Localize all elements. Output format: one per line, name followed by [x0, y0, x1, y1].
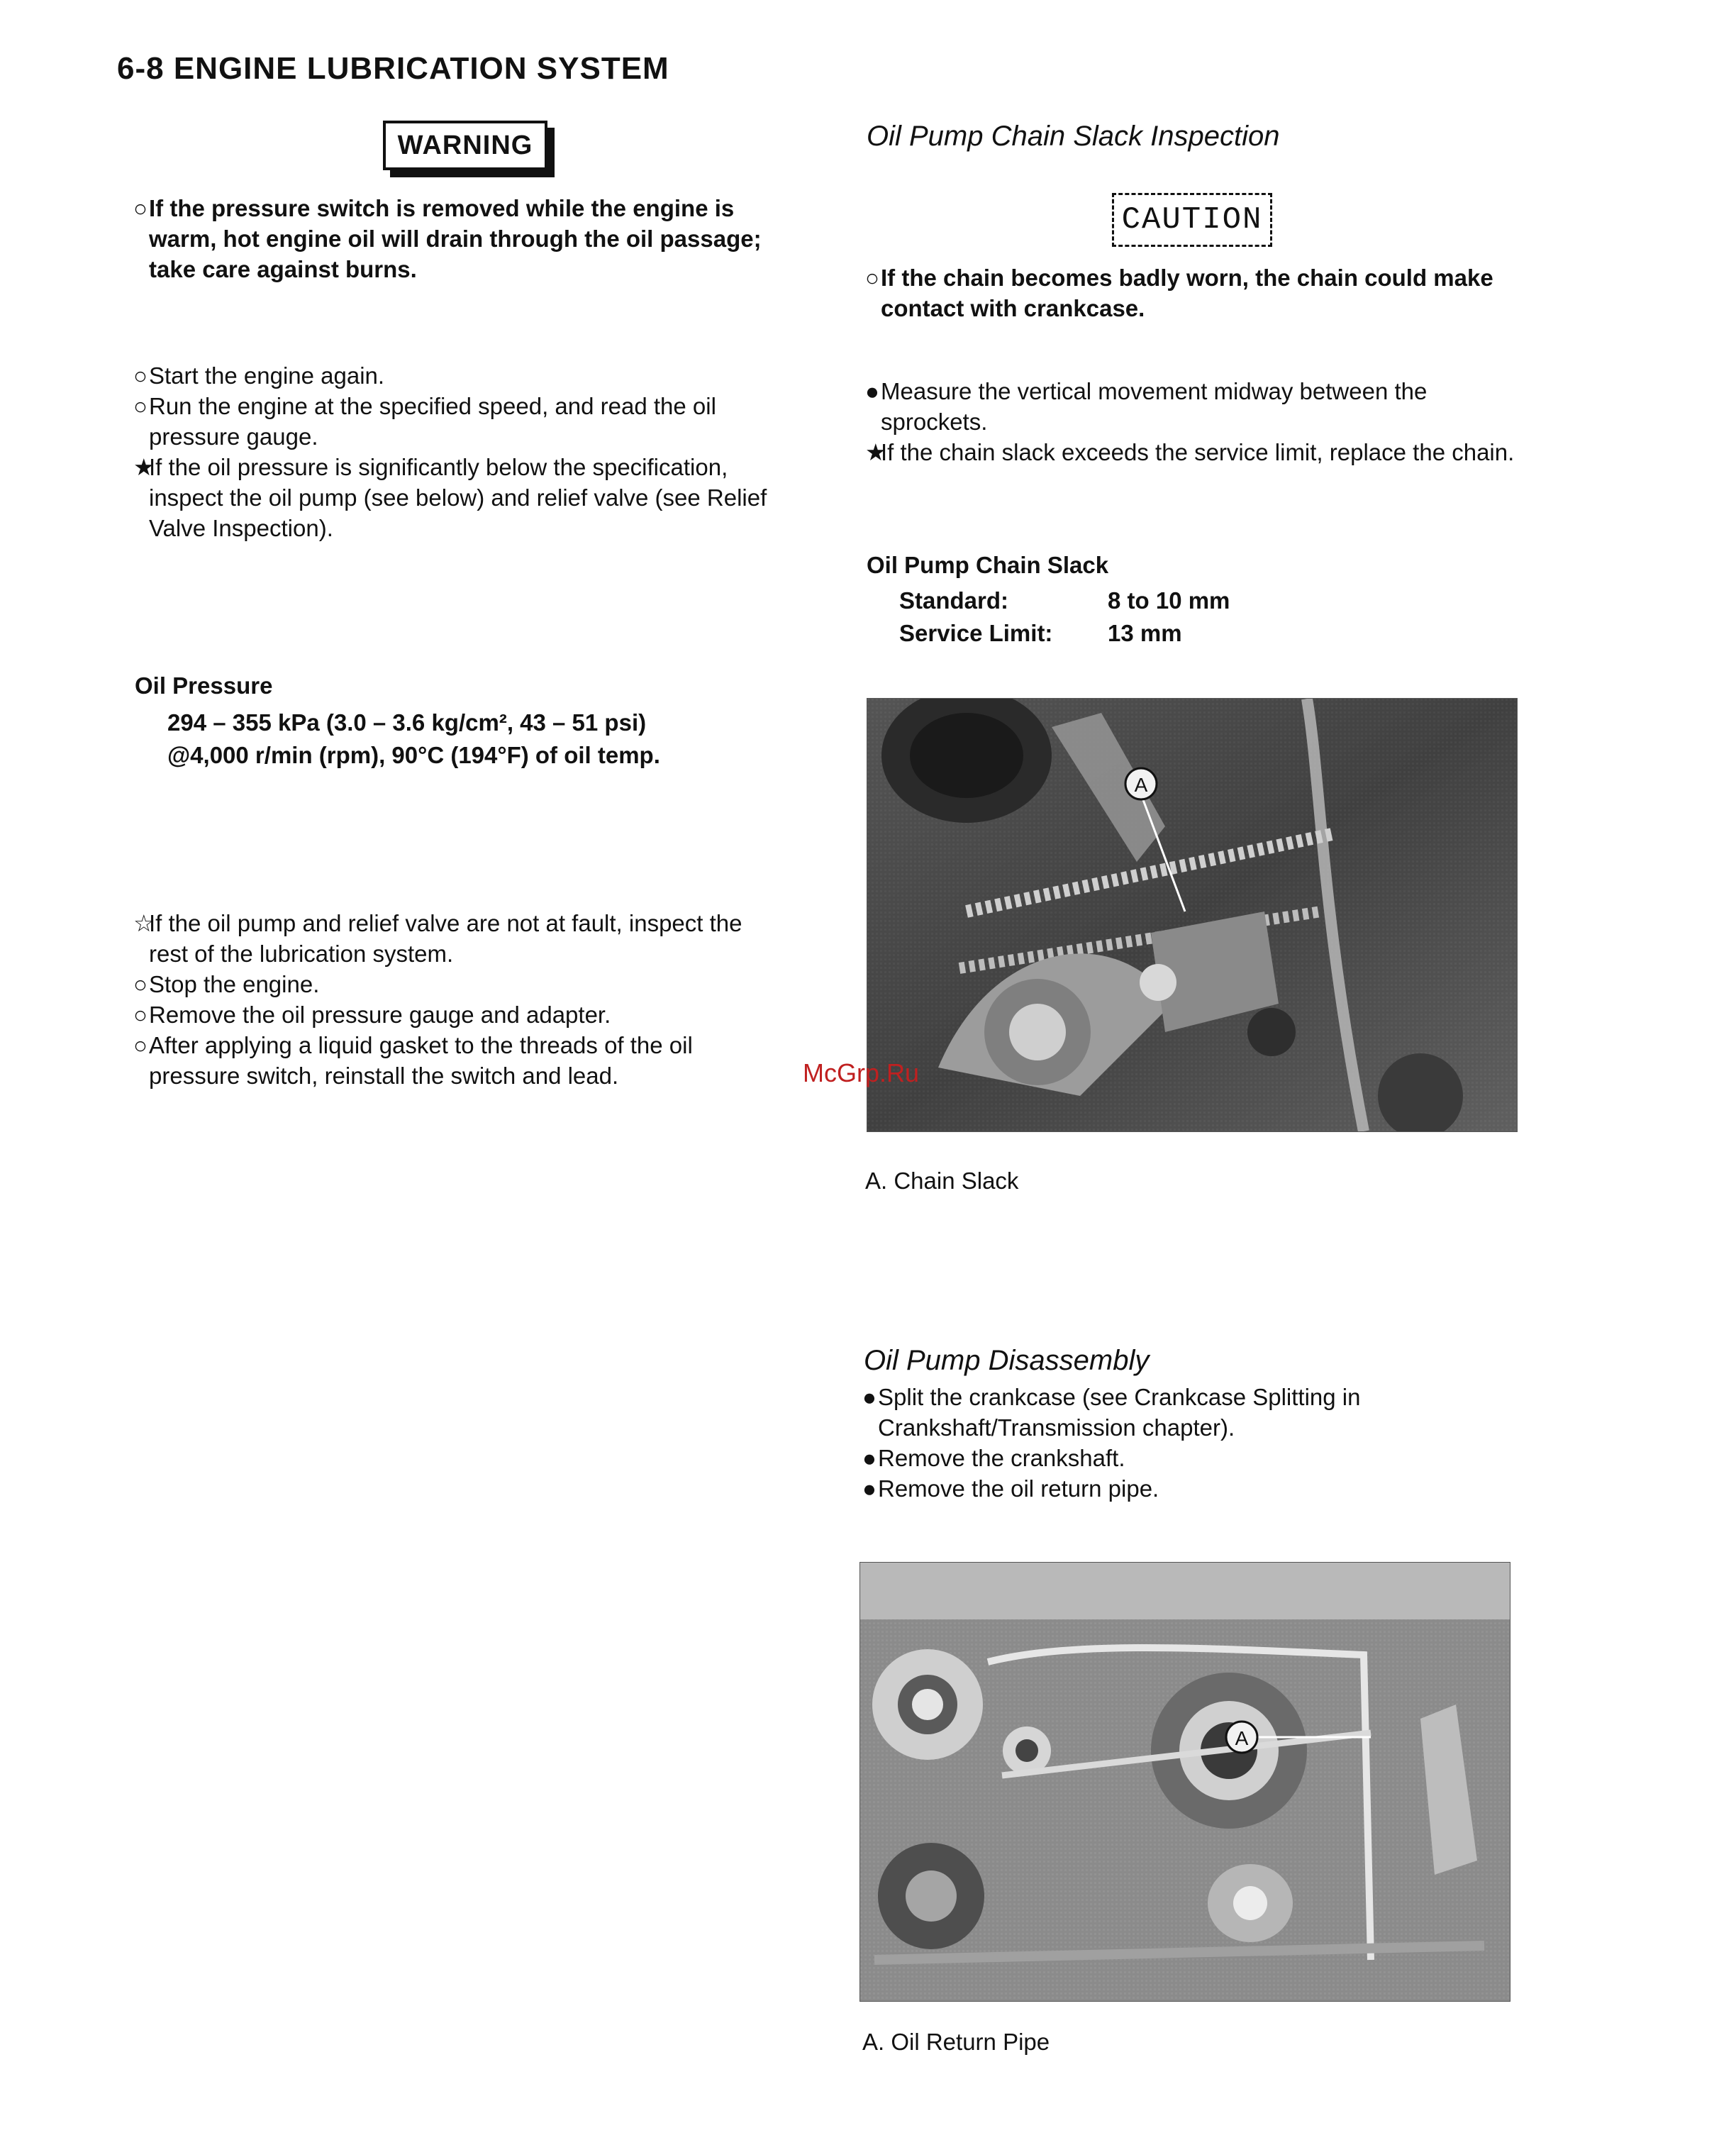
warning-label: WARNING — [383, 121, 547, 170]
watermark: McGrp.Ru — [803, 1058, 920, 1087]
list-item: ● Split the crankcase (see Crankcase Splitting in Crankshaft/Transmission chapter). — [862, 1384, 1361, 1441]
list-item: ● Remove the oil return pipe. — [862, 1475, 1159, 1502]
spec-limit-label: Service Limit: — [899, 620, 1053, 646]
caution-note: ○ If the chain becomes badly worn, the chain could make contact with crankcase. — [865, 265, 1493, 321]
caution-text: If the chain becomes badly worn, the chain could make contact with crankcase. — [881, 265, 1493, 321]
section-title-chain-slack: Oil Pump Chain Slack Inspection — [867, 121, 1280, 152]
photo-chain-slack — [867, 698, 1518, 1132]
steps-list-1 — [135, 360, 787, 543]
photo2-caption: A. Oil Return Pipe — [862, 2029, 1050, 2055]
list-item: ☆ If the oil pump and relief valve are not at fault, inspect the rest of the lubrication system. — [133, 910, 742, 967]
oil-return-pipe-illustration — [860, 1563, 1510, 2001]
chain-slack-illustration — [867, 699, 1517, 1131]
section-title-disassembly: Oil Pump Disassembly — [864, 1345, 1150, 1376]
chain-slack-spec-title: Oil Pump Chain Slack — [867, 552, 1109, 578]
steps-list-4 — [864, 1382, 1516, 1504]
list-item: ○ Run the engine at the specified speed, and read the oil pressure gauge. — [133, 393, 716, 450]
list-item: ● Remove the crankshaft. — [862, 1445, 1125, 1471]
oil-pressure-line-1: 294 – 355 kPa (3.0 – 3.6 kg/cm², 43 – 51 psi) — [167, 709, 647, 736]
caution-label: CAUTION — [1112, 193, 1272, 247]
photo-oil-return-pipe — [859, 1562, 1510, 2002]
photo1-caption: A. Chain Slack — [865, 1168, 1019, 1194]
spec-standard-value: 8 to 10 mm — [1108, 587, 1230, 614]
oil-pressure-title: Oil Pressure — [135, 672, 273, 699]
list-item: ● Measure the vertical movement midway between the sprockets. — [865, 378, 1428, 435]
warning-note: ○ If the pressure switch is removed while the engine is warm, hot engine oil will drain through the oil passage; take care against burns. — [133, 195, 762, 282]
list-item: ○ Stop the engine. — [133, 971, 320, 997]
spec-limit-value: 13 mm — [1108, 620, 1182, 646]
spec-standard-label: Standard: — [899, 587, 1009, 614]
steps-list-3 — [867, 376, 1519, 467]
warning-text: If the pressure switch is removed while the engine is warm, hot engine oil will drain through the oil passage; take care against burns. — [149, 195, 762, 282]
list-item: ★ If the oil pressure is significantly below the specification, inspect the oil pump (see below) and relief valve (see Relief Valve Inspection). — [133, 454, 767, 541]
oil-pressure-line-2: @4,000 r/min (rpm), 90°C (194°F) of oil temp. — [167, 742, 660, 768]
list-item: ○ Start the engine again. — [133, 362, 385, 389]
spec-limit-row — [899, 620, 1182, 647]
page-header: 6-8 ENGINE LUBRICATION SYSTEM — [117, 51, 669, 86]
list-item: ○ Remove the oil pressure gauge and adapter. — [133, 1002, 611, 1028]
steps-list-2 — [135, 908, 787, 1091]
photo1-label-a: A — [1134, 774, 1148, 796]
list-item: ○ After applying a liquid gasket to the threads of the oil pressure switch, reinstall the switch and lead. — [133, 1032, 693, 1089]
list-item: ★ If the chain slack exceeds the service limit, replace the chain. — [865, 439, 1515, 465]
spec-standard-row — [899, 587, 1230, 614]
photo2-label-a: A — [1235, 1727, 1249, 1749]
